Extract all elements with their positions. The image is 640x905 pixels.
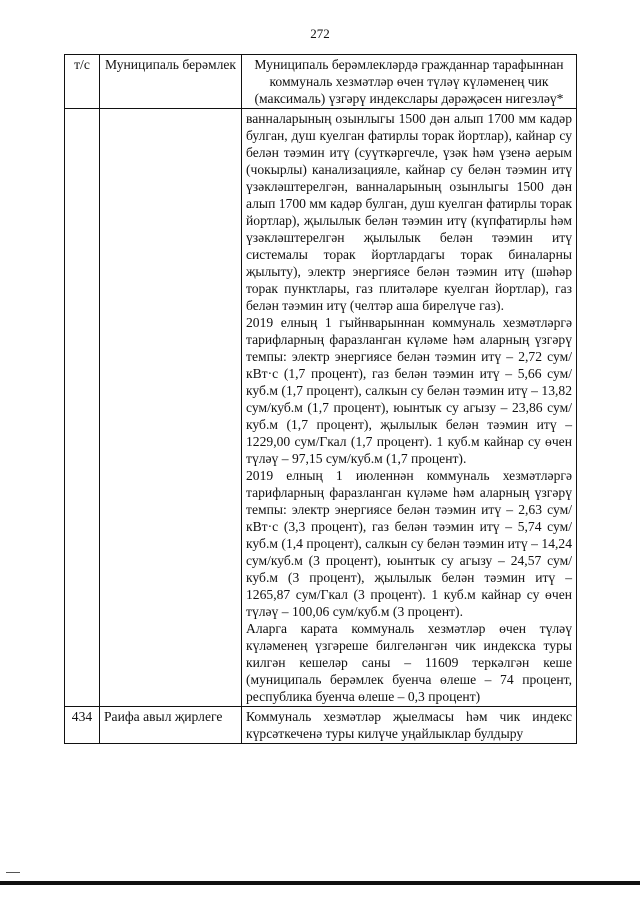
paragraph: ванналарының озынлыгы 1500 дән алып 1700 мм кадәр булган, душ куелган фатирлы торак йортлар), кайнар су белән тәэмин итү (суүткәргечле, үзәк һәм үзенә аерым (чокырлы) канализацияле, кайнар су белән тәэмин итү үзәкләштерелгән, ванналарының озынлыгы 1500 дән алып 1700 мм кадәр булган, душ куелган фатирлы торак йортлар), җылылык белән тәэмин итү (күпфатирлы һәм үзәкләштерелгән җылылык белән тәэмин итү системалы торак йортлардагы торак биналарны җылыту), электр энергиясе белән тәэмин итү (шәһәр торак пунктлары, газ плитәләре куелган йортлар), газ белән тәэмин итү (челтәр аша бирелүче газ). xyxy=(246,111,572,313)
row-number-cell: 434 xyxy=(65,707,100,744)
page-bottom-border xyxy=(0,881,640,885)
tariff-index-table xyxy=(64,54,577,744)
scan-mark xyxy=(6,872,20,873)
table-header-row xyxy=(65,55,577,109)
table-row xyxy=(65,707,577,744)
table-row xyxy=(65,109,577,707)
paragraph: Коммуналь хезмәтләр җыелмасы һәм чик индекс күрсәткеченә туры килүче уңайлыклар булдыру xyxy=(246,709,572,741)
paragraph: 2019 елның 1 гыйнварыннан коммуналь хезмәтләргә тарифларның фаразланган күләме һәм аларның үзгәрү темпы: электр энергиясе белән тәэмин итү – 2,72 сум/кВт·с (1,7 процент), газ белән тәэмин итү – 5,66 сум/куб.м (1,7 процент), салкын су белән тәэмин итү – 13,82 сум/куб.м (1,7 процент), юынтык су агызу – 23,86 сум/куб.м (1,7 процент), җылылык белән тәэмин итү – 1229,00 сум/Гкал (1,7 процент). 1 куб.м кайнар су өчен түләү – 97,15 сум/куб.м (1,7 процент). xyxy=(246,315,572,466)
paragraph: Аларга карата коммуналь хезмәтләр өчен түләү күләменең үзгәреше билгеләнгән чик индекска туры килгән кешеләр саны – 11609 теркәлгән кеше (муниципаль берәмлек буенча өлеше – 74 процент, республика буенча өлеше – 0,3 процент) xyxy=(246,621,572,704)
justification-cell xyxy=(242,707,577,744)
page-number: 272 xyxy=(310,26,330,41)
row-number-cell xyxy=(65,109,100,707)
header-justification: Муниципаль берәмлекләрдә гражданнар тарафыннан коммуналь хезмәтләр өчен түләү күләменең чик (максималь) үзгәрү индекслары дәрәҗәсен нигезләү* xyxy=(242,55,577,109)
municipality-cell: Раифа авыл җирлеге xyxy=(100,707,242,744)
header-municipality: Муниципаль берәмлек xyxy=(100,55,242,109)
header-number: т/с xyxy=(65,55,100,109)
paragraph: 2019 елның 1 июленнән коммуналь хезмәтләргә тарифларның фаразланган күләме һәм аларның үзгәрү темпы: электр энергиясе белән тәэмин итү – 2,63 сум/кВт·с (3,3 процент), газ белән тәэмин итү – 5,74 сум/куб.м (1,4 процент), салкын су белән тәэмин итү – 14,24 сум/куб.м (3 процент), юынтык су агызу – 24,57 сум/куб.м (3 процент), җылылык белән тәэмин итү – 1265,87 сум/Гкал (3 процент). 1 куб.м кайнар су өчен түләү – 100,06 сум/куб.м (3 процент). xyxy=(246,468,572,619)
justification-cell xyxy=(242,109,577,707)
municipality-cell xyxy=(100,109,242,707)
